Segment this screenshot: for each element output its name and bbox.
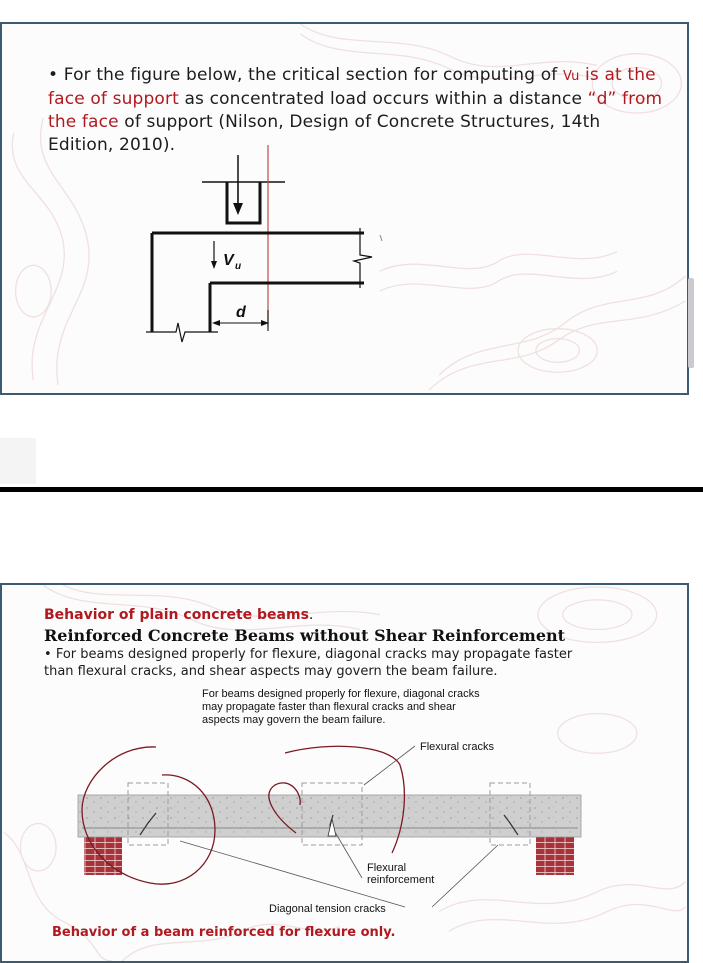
text-part-b: is at the face of support [48,65,656,109]
text-part-e: of support (Nilson, Design of Concrete Structures, 14th Edition, 2010). [48,112,601,155]
heading-plain-beams-text: Behavior of plain concrete beams [44,607,309,623]
label-diagonal-tension-cracks: Diagonal tension cracks [269,903,386,915]
paragraph-critical-section [48,64,668,157]
text-part-a: For the figure below, the critical section for computing of [63,65,563,85]
vu-label: V [223,252,234,269]
paragraph-diagonal-cracks [44,646,604,680]
beam-cracks-figure [70,735,600,915]
label-flexural-reinforcement-2: reinforcement [367,874,435,886]
vu-subscript: u [235,261,242,272]
label-flexural-cracks: Flexural cracks [420,741,494,753]
heading-period: . [308,607,314,623]
body-text: For beams designed properly for flexure, diagonal cracks may propagate faster than flexural cracks, and shear aspects may govern the beam failure. [44,647,573,679]
figure-caption: For beams designed properly for flexure, diagonal cracks may propagate faster than flexural cracks and shear aspects may govern the beam failure. [202,688,480,726]
page-divider [0,487,703,492]
text-part-d: “d” from the face [48,89,663,132]
scrollbar-thumb[interactable] [688,278,694,368]
vu-symbol: Vu [562,69,580,84]
beam-support-figure [140,145,400,350]
heading-rc-beams: Reinforced Concrete Beams without Shear Reinforcement [44,626,566,645]
label-flexural-reinforcement-1: Flexural [367,862,407,874]
d-label: d [236,304,246,321]
bullet: • [44,647,52,662]
text-part-c: as concentrated load occurs within a distance [178,89,588,109]
blank-area [0,438,36,484]
bullet: • [48,65,59,85]
footer-caption: Behavior of a beam reinforced for flexure only. [52,925,396,940]
heading-plain-beams [44,607,313,623]
